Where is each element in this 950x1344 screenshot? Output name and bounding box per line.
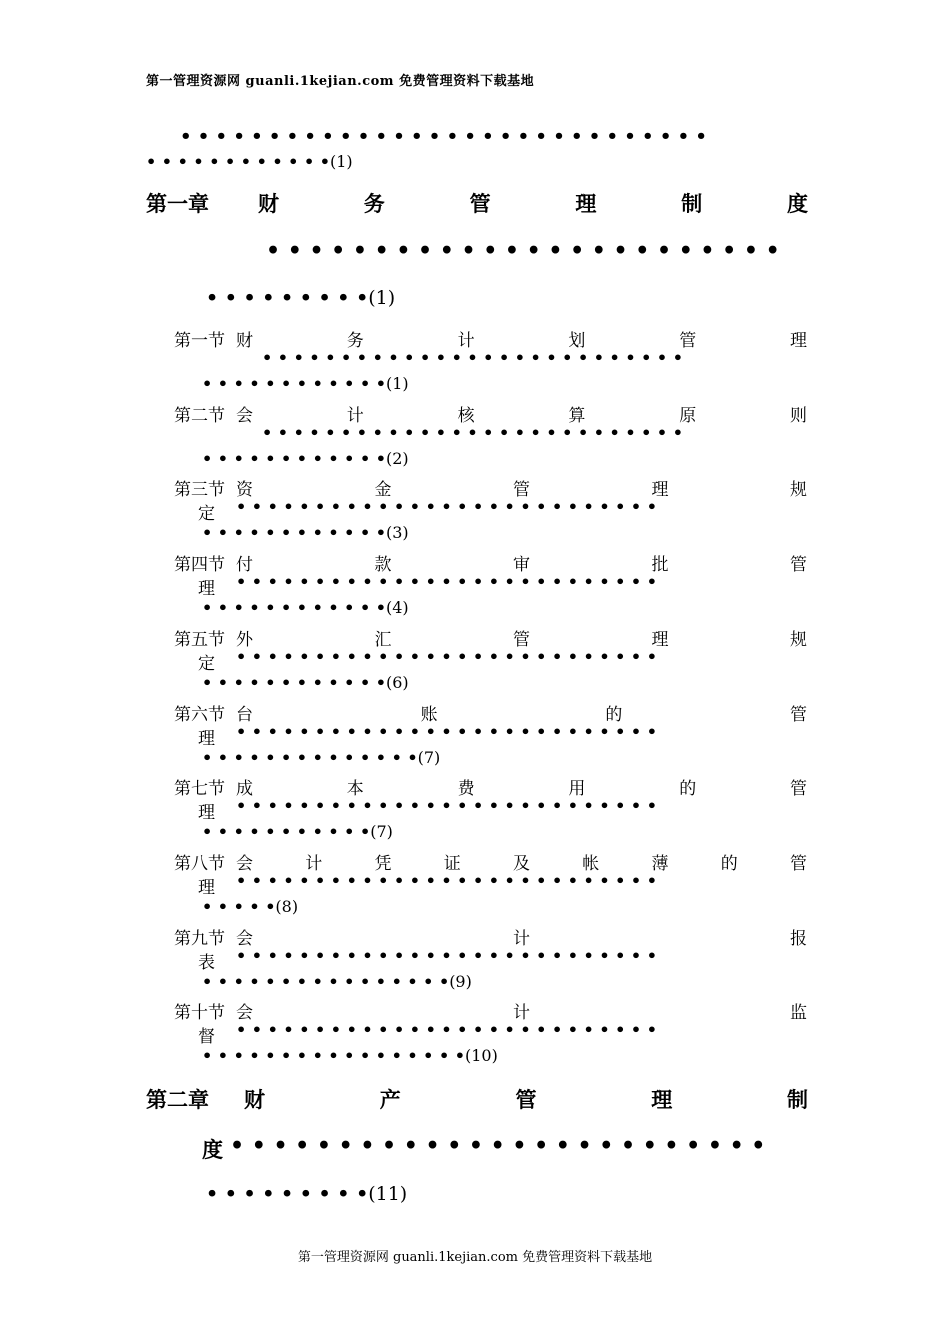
section-tail bbox=[202, 523, 409, 542]
toc-page-number: (6) bbox=[386, 673, 409, 692]
title-char: 管 bbox=[790, 854, 807, 874]
section-title-wrap: 督 bbox=[198, 1027, 215, 1047]
title-char: 规 bbox=[790, 480, 807, 500]
section-title-wrap: 理 bbox=[198, 878, 215, 898]
toc-leader-dots: • • • • • • • • • • • • • • • • • • • • • • • • • • • bbox=[236, 871, 657, 890]
title-char: 制 bbox=[787, 1087, 808, 1112]
section-label: 第一节 bbox=[174, 331, 225, 351]
chapter-2-title-wrap: 度 bbox=[202, 1137, 223, 1162]
title-char: 管 bbox=[515, 1087, 537, 1112]
title-char: 规 bbox=[790, 630, 807, 650]
toc-leader-dots: • • • • • • • • • • • • • • • • • • • • • • • • • bbox=[230, 1133, 766, 1159]
title-char: 会 bbox=[236, 406, 253, 426]
title-char: 计 bbox=[457, 331, 475, 351]
toc-page-number: (8) bbox=[275, 897, 299, 916]
chapter-1-title bbox=[258, 188, 808, 218]
title-char: 原 bbox=[679, 406, 697, 426]
section-tail bbox=[202, 1046, 498, 1065]
title-char: 管 bbox=[679, 331, 697, 351]
title-char: 理 bbox=[789, 331, 807, 351]
toc-page-number: (2) bbox=[386, 449, 409, 468]
title-char: 财 bbox=[244, 1087, 265, 1112]
section-title-wrap: 定 bbox=[198, 504, 215, 524]
title-char: 帐 bbox=[582, 854, 600, 874]
title-char: 管 bbox=[469, 191, 491, 216]
toc-leader-dots: • • • • • • • • • • • • • • • • • • • • • • • • • • • • • • bbox=[180, 126, 707, 147]
title-char: 外 bbox=[236, 630, 253, 650]
title-char: 务 bbox=[346, 331, 364, 351]
title-char: 的 bbox=[605, 705, 623, 725]
title-char: 管 bbox=[790, 555, 807, 575]
toc-page-number: (9) bbox=[449, 972, 472, 991]
chapter-1-tail: • • • • • • • • •(1) bbox=[206, 287, 396, 309]
section-label: 第七节 bbox=[174, 779, 225, 799]
section-tail bbox=[202, 449, 409, 468]
title-char: 及 bbox=[513, 854, 530, 874]
toc-leader-dots: • • • • • • • • • • • • • • • • • • • • • • • • • • • bbox=[262, 348, 683, 367]
title-char: 度 bbox=[786, 191, 808, 216]
toc-leader-dots: • • • • • • • • • • • • bbox=[202, 449, 386, 468]
title-char: 算 bbox=[568, 406, 586, 426]
toc-leader-dots: • • • • • • • • • • • • bbox=[202, 523, 386, 542]
title-char: 资 bbox=[236, 480, 253, 500]
toc-leader-dots: • • • • • • • • • • • • • • • • • • • • • • • • • • • bbox=[236, 572, 657, 591]
title-char: 台 bbox=[236, 705, 253, 725]
title-char: 管 bbox=[789, 705, 807, 725]
chapter-2-title bbox=[244, 1084, 808, 1114]
title-char: 财 bbox=[236, 331, 253, 351]
title-char: 理 bbox=[651, 480, 669, 500]
toc-page-number: (1) bbox=[330, 152, 353, 171]
toc-leader-dots: • • • • • • • • • • • • • • • • • • • • • • • • • • • bbox=[236, 796, 657, 815]
title-char: 会 bbox=[236, 929, 253, 949]
chapter-2-tail: • • • • • • • • •(11) bbox=[206, 1183, 408, 1205]
title-char: 产 bbox=[379, 1087, 401, 1112]
toc-page-number: (10) bbox=[464, 1046, 498, 1065]
section-tail bbox=[202, 673, 409, 692]
toc-page-number: (1) bbox=[368, 287, 396, 309]
toc-page-number: (3) bbox=[386, 523, 409, 542]
title-char: 核 bbox=[457, 406, 475, 426]
title-char: 凭 bbox=[374, 854, 392, 874]
title-char: 审 bbox=[513, 555, 530, 575]
section-tail bbox=[202, 897, 298, 916]
toc-page-number: (1) bbox=[386, 374, 409, 393]
title-char: 计 bbox=[305, 854, 323, 874]
title-char: 管 bbox=[789, 779, 807, 799]
toc-leader-dots: • • • • • • • • • • • • • • • • • • • • • • • • • • • bbox=[236, 722, 657, 741]
section-label: 第三节 bbox=[174, 480, 225, 500]
section-label: 第九节 bbox=[174, 929, 225, 949]
toc-leader-dots: • • • • • • • • • • • • bbox=[202, 598, 386, 617]
title-char: 本 bbox=[346, 779, 364, 799]
title-char: 会 bbox=[236, 854, 253, 874]
title-char: 计 bbox=[346, 406, 364, 426]
toc-entry-tail: • • • • • • • • • • • •(1) bbox=[146, 152, 353, 171]
toc-page-number: (7) bbox=[370, 822, 393, 841]
section-label: 第二节 bbox=[174, 406, 225, 426]
title-char: 理 bbox=[651, 630, 669, 650]
toc-leader-dots: • • • • • • • • • • • • • • • • • • • • • • • • • • • bbox=[236, 647, 657, 666]
section-title-wrap: 理 bbox=[198, 579, 215, 599]
page-footer: 第一管理资源网 guanli.1kejian.com 免费管理资料下载基地 bbox=[297, 1250, 653, 1265]
section-tail bbox=[202, 374, 409, 393]
title-char: 批 bbox=[651, 555, 669, 575]
section-title-wrap: 表 bbox=[198, 953, 215, 973]
title-char: 的 bbox=[679, 779, 697, 799]
chapter-1-label: 第一章 bbox=[146, 191, 209, 216]
title-char: 则 bbox=[789, 406, 807, 426]
section-label: 第六节 bbox=[174, 705, 225, 725]
title-char: 证 bbox=[443, 854, 461, 874]
title-char: 计 bbox=[513, 1003, 530, 1023]
toc-leader-dots: • • • • • • • • • • • • • • • • • • • • • • • • • • • bbox=[236, 946, 657, 965]
toc-leader-dots: • • • • • • • • • • • • • • • • • • • • • • • • • • • bbox=[262, 423, 683, 442]
title-char: 财 bbox=[258, 191, 279, 216]
page-header: 第一管理资源网 guanli.1kejian.com 免费管理资料下载基地 bbox=[146, 74, 535, 89]
section-title-wrap: 理 bbox=[198, 803, 215, 823]
title-char: 理 bbox=[651, 1087, 673, 1112]
section-tail bbox=[202, 598, 409, 617]
section-label: 第五节 bbox=[174, 630, 225, 650]
chapter-2-label: 第二章 bbox=[146, 1087, 209, 1112]
title-char: 账 bbox=[420, 705, 438, 725]
section-tail bbox=[202, 972, 472, 991]
title-char: 理 bbox=[575, 191, 597, 216]
toc-leader-dots: • • • • • bbox=[202, 897, 276, 916]
title-char: 款 bbox=[374, 555, 392, 575]
title-char: 报 bbox=[790, 929, 807, 949]
title-char: 的 bbox=[720, 854, 738, 874]
section-title-wrap: 理 bbox=[198, 729, 215, 749]
toc-page-number: (11) bbox=[368, 1183, 408, 1205]
title-char: 汇 bbox=[374, 630, 392, 650]
toc-leader-dots: • • • • • • • • • • • • bbox=[202, 374, 386, 393]
toc-leader-dots: • • • • • • • • • • • • • • • • • • • • • • • • bbox=[266, 238, 780, 264]
section-title-wrap: 定 bbox=[198, 654, 215, 674]
title-char: 金 bbox=[374, 480, 392, 500]
section-label: 第八节 bbox=[174, 854, 225, 874]
toc-leader-dots: • • • • • • • • • • • • • • • • bbox=[202, 972, 450, 991]
toc-leader-dots: • • • • • • • • • • • • • • • • • • • • • • • • • • • bbox=[236, 497, 657, 516]
title-char: 划 bbox=[568, 331, 586, 351]
toc-leader-dots: • • • • • • • • • • • • bbox=[202, 673, 386, 692]
toc-leader-dots: • • • • • • • • • • • • • • • • • • • • • • • • • • • bbox=[236, 1020, 657, 1039]
title-char: 薄 bbox=[651, 854, 669, 874]
toc-leader-dots: • • • • • • • • • • • • • • • • • bbox=[202, 1046, 465, 1065]
title-char: 成 bbox=[236, 779, 253, 799]
title-char: 会 bbox=[236, 1003, 253, 1023]
section-tail bbox=[202, 748, 440, 767]
toc-page-number: (4) bbox=[386, 598, 409, 617]
title-char: 付 bbox=[236, 555, 253, 575]
section-label: 第十节 bbox=[174, 1003, 225, 1023]
title-char: 用 bbox=[568, 779, 586, 799]
section-label: 第四节 bbox=[174, 555, 225, 575]
title-char: 费 bbox=[457, 779, 475, 799]
toc-page-number: (7) bbox=[417, 748, 441, 767]
title-char: 管 bbox=[513, 480, 530, 500]
toc-leader-dots: • • • • • • • • • • • bbox=[202, 822, 371, 841]
title-char: 务 bbox=[363, 191, 385, 216]
toc-leader-dots: • • • • • • • • • • • • • • bbox=[202, 748, 418, 767]
title-char: 制 bbox=[681, 191, 703, 216]
title-char: 监 bbox=[790, 1003, 807, 1023]
title-char: 管 bbox=[513, 630, 530, 650]
section-tail bbox=[202, 822, 393, 841]
title-char: 计 bbox=[513, 929, 530, 949]
